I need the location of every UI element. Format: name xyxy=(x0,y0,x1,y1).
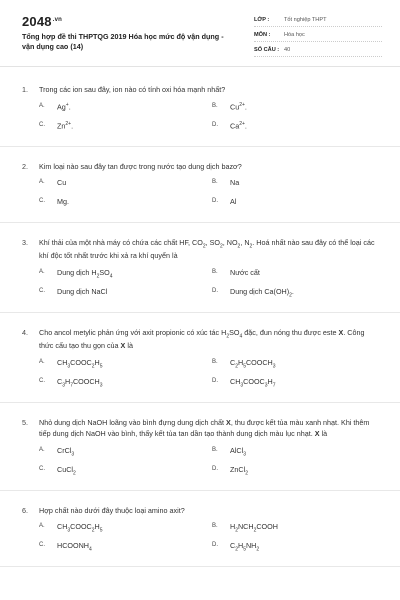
answer-option[interactable] xyxy=(212,268,385,287)
meta-row-count xyxy=(254,44,382,57)
option-letter: A. xyxy=(39,523,45,530)
option-text: $C_2H_5COOCH_3$ xyxy=(230,357,276,370)
option-letter: A. xyxy=(39,102,45,109)
logo-text: 2048 xyxy=(22,14,52,29)
answer-options xyxy=(22,358,378,396)
option-text: AlCl$_3$ xyxy=(230,445,246,458)
option-text: $HCOONH_4$ xyxy=(57,541,92,553)
option-letter: B. xyxy=(212,446,218,453)
answer-option[interactable] xyxy=(39,197,212,216)
answer-options xyxy=(22,522,378,560)
option-text: $CH_3COOC_3H_7$ xyxy=(230,376,276,389)
option-text: $C_3H_7COOCH_3$ xyxy=(57,376,103,389)
answer-option[interactable] xyxy=(39,102,212,121)
question-number: 4. xyxy=(22,327,28,337)
question-text-row xyxy=(22,233,378,262)
answer-option[interactable] xyxy=(212,178,385,197)
option-text: $Zn^{2+}$. xyxy=(57,120,74,130)
option-text: Dung dịch $Ca(OH)_2$. xyxy=(230,286,294,299)
answer-option[interactable] xyxy=(39,121,212,140)
option-text: $H_2NCH_2COOH$ xyxy=(230,522,278,534)
question-text: Khí thải của một nhà máy có chứa các chất HF, $CO_2$, $SO_2$, $NO_2$, $N_2$. Hoá nhất nào sau đây có thể loại các khí độc tốt nhất trước khi xả ra khí quyển là xyxy=(39,238,375,261)
question-text: Trong các ion sau đây, ion nào có tính oxi hóa mạnh nhất? xyxy=(39,85,226,94)
question-5 xyxy=(0,403,400,491)
option-text: $Cu^{2+}$. xyxy=(230,101,247,111)
option-letter: A. xyxy=(39,179,45,186)
question-text: Cho ancol metylic phản ứng với axit propionic có xúc tác $H_2SO_4$ đặc, đun nóng thu được este X. Công thức cấu tạo thu gọn của X là xyxy=(39,327,365,351)
option-text: Dung dịch $H_2SO_4$ xyxy=(57,267,113,280)
answer-option[interactable] xyxy=(212,446,385,465)
meta-label: LỚP : xyxy=(254,17,270,23)
answer-option[interactable] xyxy=(39,358,212,377)
answer-option[interactable] xyxy=(212,121,385,140)
question-list xyxy=(0,78,400,567)
answer-option[interactable] xyxy=(39,522,212,541)
option-letter: C. xyxy=(39,542,45,549)
question-text-row xyxy=(22,157,378,173)
meta-row-class xyxy=(254,14,382,27)
option-text: Na xyxy=(230,178,240,188)
answer-option[interactable] xyxy=(212,377,385,396)
question-text-row xyxy=(22,80,378,96)
answer-option[interactable] xyxy=(39,377,212,396)
meta-label: SỐ CÂU : xyxy=(254,47,280,53)
option-letter: C. xyxy=(39,121,45,128)
option-text: Nước cất xyxy=(230,267,260,277)
option-text: $CH_3COOC_2H_5$ xyxy=(57,522,103,534)
question-6 xyxy=(0,491,400,568)
answer-option[interactable] xyxy=(212,287,385,306)
document-title: Tổng hợp đề thi THPTQG 2019 Hóa học mức độ vận dụng - vận dụng cao (14) xyxy=(22,32,224,52)
option-text: CuCl$_2$ xyxy=(57,464,76,477)
meta-label: MÔN : xyxy=(254,32,271,38)
answer-option[interactable] xyxy=(39,446,212,465)
answer-option[interactable] xyxy=(39,178,212,197)
option-letter: A. xyxy=(39,358,45,365)
option-text: Mg. xyxy=(57,197,69,207)
header-divider xyxy=(0,66,400,67)
option-letter: D. xyxy=(212,287,218,294)
question-1 xyxy=(0,78,400,147)
question-text-row xyxy=(22,323,378,352)
option-text: $Ca^{2+}$. xyxy=(230,120,247,130)
option-letter: C. xyxy=(39,198,45,205)
option-letter: D. xyxy=(212,542,218,549)
answer-option[interactable] xyxy=(212,541,385,560)
question-text: Nhỏ dung dịch NaOH loãng vào bình đựng dung dịch chất X, thu được kết tủa màu xanh nhạt. Khi thêm tiếp dung dịch NaOH vào bình, thấy kết tủa tan dần tạo thành dung dịch màu lục nhạt. X là xyxy=(39,417,370,439)
option-letter: C. xyxy=(39,377,45,384)
question-text-row xyxy=(22,413,378,440)
meta-value: Hóa học xyxy=(284,32,305,38)
question-number: 5. xyxy=(22,417,28,427)
option-text: Dung dịch NaCl xyxy=(57,286,108,296)
answer-option[interactable] xyxy=(212,197,385,216)
question-4 xyxy=(0,313,400,403)
option-text: Al xyxy=(230,197,237,207)
option-text: $CH_3COOC_2H_5$ xyxy=(57,357,103,370)
question-text-row xyxy=(22,501,378,517)
question-3 xyxy=(0,223,400,313)
answer-option[interactable] xyxy=(212,102,385,121)
answer-option[interactable] xyxy=(39,287,212,306)
answer-options xyxy=(22,446,378,484)
option-letter: B. xyxy=(212,268,218,275)
option-text: Cu xyxy=(57,178,67,188)
meta-value: 40 xyxy=(284,47,291,53)
option-letter: D. xyxy=(212,465,218,472)
question-number: 6. xyxy=(22,505,28,515)
page-header xyxy=(0,0,400,72)
answer-options xyxy=(22,102,378,140)
answer-option[interactable] xyxy=(212,522,385,541)
option-letter: C. xyxy=(39,465,45,472)
option-letter: D. xyxy=(212,121,218,128)
question-number: 1. xyxy=(22,85,28,94)
meta-value: Tốt nghiệp THPT xyxy=(284,17,327,23)
option-letter: A. xyxy=(39,446,45,453)
answer-options xyxy=(22,178,378,216)
option-letter: D. xyxy=(212,377,218,384)
option-text: CrCl$_3$ xyxy=(57,445,75,458)
answer-option[interactable] xyxy=(212,358,385,377)
option-letter: C. xyxy=(39,287,45,294)
option-letter: A. xyxy=(39,268,45,275)
option-letter: B. xyxy=(212,102,218,109)
option-letter: B. xyxy=(212,523,218,530)
site-logo[interactable] xyxy=(22,14,62,29)
option-letter: B. xyxy=(212,179,218,186)
exam-meta xyxy=(254,14,382,59)
answer-option[interactable] xyxy=(39,541,212,560)
question-number: 2. xyxy=(22,161,28,171)
question-text: Kim loại nào sau đây tan được trong nước tạo dung dịch bazơ? xyxy=(39,161,242,171)
question-number: 3. xyxy=(22,238,28,248)
answer-options xyxy=(22,268,378,306)
question-2 xyxy=(0,147,400,224)
option-letter: D. xyxy=(212,198,218,205)
option-text: Ag+. xyxy=(57,101,71,111)
answer-option[interactable] xyxy=(39,465,212,484)
answer-option[interactable] xyxy=(39,268,212,287)
question-text: Hợp chất nào dưới đây thuộc loại amino axit? xyxy=(39,505,185,515)
option-text: $C_2H_5NH_2$ xyxy=(230,541,260,553)
meta-row-subject xyxy=(254,29,382,42)
logo-suffix: .vn xyxy=(52,16,63,23)
option-letter: B. xyxy=(212,358,218,365)
option-text: ZnCl$_2$ xyxy=(230,464,248,477)
answer-option[interactable] xyxy=(212,465,385,484)
